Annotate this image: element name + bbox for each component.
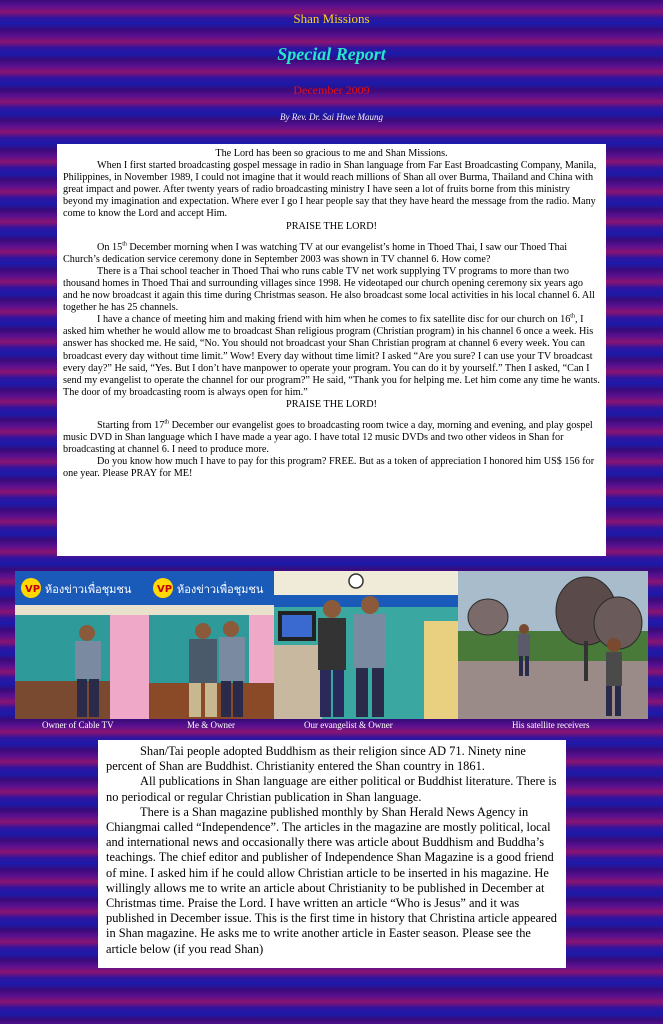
paragraph-meeting: I have a chance of meeting him and making friend with him when he comes to fix satellite disc for our church on 16th, I asked him whether he would allow me to broadcast Shan religious program (Christian program) in his channel 6 once a week. His answer has shocked me. He said, “No. You should not broadcast your Shan Christian program at channel 6 every week. You can broadcast every day without time limit.” Wow! Every day without time limit? I asked “Are you sure? I can use your TV broadcast every day?” He said, “Yes. But I don’t have manpower to operate your program. You can do it by yourself.” Then I asked, “Can I send my evangelist to operate the channel for our program?” He said, “Thank you for helping me. Let him come any time he wants. The door of my broadcasting room is always open for him.” [63,313,600,398]
paragraph-cost: Do you know how much I have to pay for this program? FREE. But as a token of appreciation I honored him US$ 156 for one year. Please PRAY for ME! [63,456,595,480]
sign-text: ห้องข่าวเพื่อชุมชน [45,583,132,596]
paragraph-teacher: There is a Thai school teacher in Thoed Thai who runs cable TV net work supplying TV programs to more than two thousand homes in Thoed Thai and surrounding villages since 1998. He videotaped our church opening ceremony six years ago and he now broadcast it again this time during Christmas season. He also broadcast some local activities in his local channel 6. All together he has 25 channels. [63,265,595,314]
author-byline: By Rev. Dr. Sai Htwe Maung [279,112,384,122]
report-text-box [57,144,606,556]
paragraph-radio: When I first started broadcasting gospel message in radio in Shan language from Far East Broadcasting Company, Manila, Philippines, in November 1989, I could not imagine that it would reach millions of Shan all over Burma, Thailand and China with great impact and power. After twenty years of radio broadcasting ministry I have seen a lot of fruits borne from this ministry beyond my imagination and expectation. Where ever I go I hear people say that they have heard the message from the radio. Many come to know the Lord and accept Him. [63,160,597,220]
svg-text:VP: VP [157,584,173,595]
report-title: Special Report [277,44,386,64]
intro-line: The Lord has been so gracious to me and Shan Missions. [215,148,448,159]
photo-owner-cable-tv [15,571,149,719]
magazine-text-box [98,740,566,968]
paragraph-buddhism: Shan/Tai people adopted Buddhism as their religion since AD 71. Ninety nine percent of Shan are Buddhist. Christianity entered the Shan country in 1861. [106,744,526,774]
report-date: December 2009 [293,83,370,97]
svg-text:VP: VP [25,584,41,595]
caption-me-owner: Me & Owner [187,720,235,730]
org-name: Shan Missions [293,11,370,26]
caption-evangelist-owner: Our evangelist & Owner [304,720,393,730]
photo-captions [0,720,663,732]
photo-satellite-receivers [458,571,648,719]
photo-me-and-owner [149,571,274,719]
praise-line: PRAISE THE LORD! [286,398,377,410]
caption-satellite: His satellite receivers [512,720,590,730]
praise-line: PRAISE THE LORD! [286,220,377,232]
sign-text: ห้องข่าวเพื่อชุมชน [177,583,264,596]
paragraph-tv: On 15th December morning when I was watching TV at our evangelist’s home in Thoed Thai, I saw our Thoed Thai Church’s dedication service ceremony done in September 2003 was shown in TV channel 6. How come? [63,241,568,265]
paragraph-broadcast: Starting from 17th December our evangelist goes to broadcasting room twice a day, morning and evening, and play gospel music DVD in Shan language which I have made a year ago. I have total 12 music DVDs and two other videos in Shan for broadcasting at channel 6. I need to produce more. [63,419,593,456]
photo-evangelist-and-owner [274,571,458,719]
photo-strip [15,571,648,719]
paragraph-publications: All publications in Shan language are either political or Buddhist literature. There is no periodical or regular Christian publication in Shan language. [106,774,557,804]
paragraph-magazine: There is a Shan magazine published monthly by Shan Herald News Agency in Chiangmai called “Independence”. The articles in the magazine are mostly political, local and international news and occasionally there was article about Buddhism and Buddha’s teachings. The chief editor and publisher of Independence Shan Magazine is a good friend of mine. I asked him if he could allow Christian article to be inserted in his magazine. He willingly allows me to write an article about Christianity to be published in December at Christmas time. Praise the Lord. I have written an article “Who is Jesus” and it was published in December issue. This is the first time in history that Christina article appeared in Shan magazine. He asks me to write another article in Easter season. Please see the article below (if you read Shan) [106,804,557,956]
caption-owner: Owner of Cable TV [42,720,114,730]
